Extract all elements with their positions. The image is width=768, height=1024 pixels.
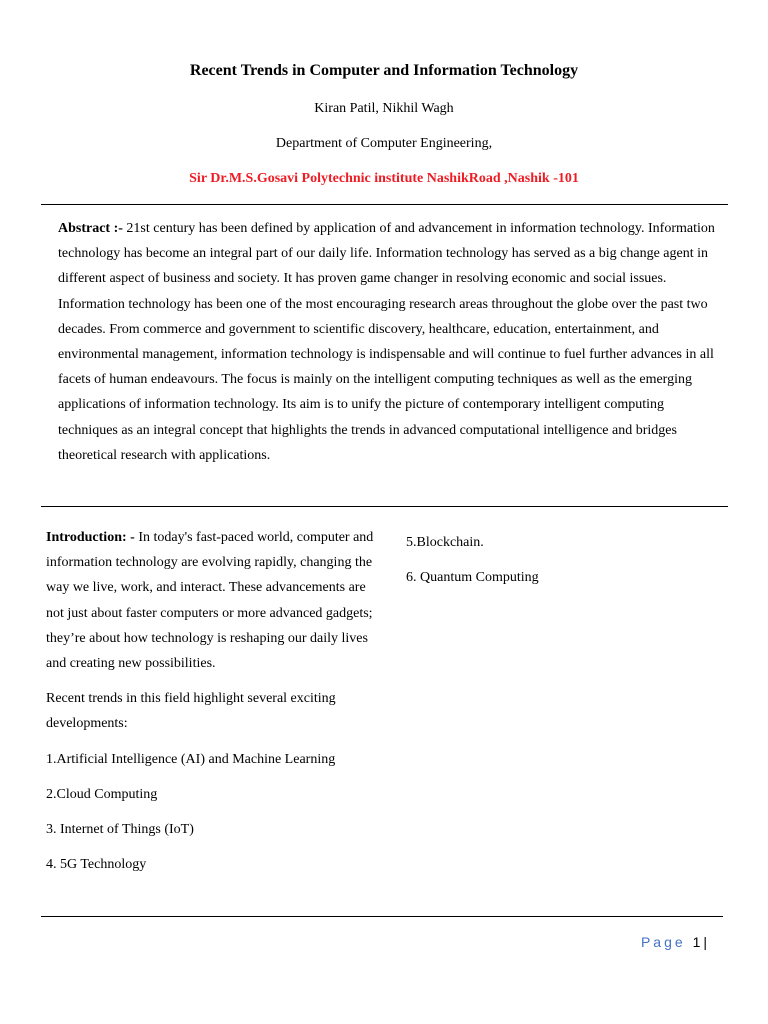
trend-item-2: 2.Cloud Computing — [46, 786, 158, 802]
right-column — [406, 530, 736, 600]
introduction-label: Introduction — [46, 530, 122, 545]
page-separator: | — [703, 934, 710, 950]
page-number: 1 — [692, 934, 704, 950]
divider-middle — [41, 506, 728, 507]
abstract-text: 21st century has been defined by application of and advancement in information technology. Information technology has become an integral part of our daily life. Information technology has served as a big change agent in different aspect of business and society. It has proven game changer in resolving economic and social issues. Information technology has been one of the most encouraging research areas throughout the globe over the past two decades. From commerce and government to scientific discovery, healthcare, education, entertainment, and environmental management, information technology is indispensable and will continue to fuel further advances in all facets of human endeavours. The focus is mainly on the intelligent computing techniques as well as the emerging applications of information technology. Its aim is to unify the picture of contemporary intelligent computing techniques as an integral concept that highlights the trends in advanced computational intelligence and bridges theoretical research with applications. — [58, 221, 715, 463]
introduction-separator: : - — [121, 530, 135, 545]
trends-intro: Recent trends in this field highlight several exciting developments: — [46, 691, 336, 732]
trend-item-1: 1.Artificial Intelligence (AI) and Machine Learning — [46, 751, 336, 767]
introduction-paragraph — [46, 525, 381, 676]
page-label: Page — [640, 934, 686, 950]
left-column — [46, 525, 381, 887]
authors: Kiran Patil, Nikhil Wagh — [314, 101, 454, 116]
introduction-text: In today's fast-paced world, computer and information technology are evolving rapidly, changing the way we live, work, and interact. These advancements are not just about faster computers or more advanced gadgets; they’re about how technology is reshaping our daily lives and creating new possibilities. — [46, 530, 374, 672]
institute: Sir Dr.M.S.Gosavi Polytechnic institute NashikRoad ,Nashik -101 — [189, 171, 579, 186]
paper-title: Recent Trends in Computer and Information Technology — [189, 62, 579, 79]
trend-item-3: 3. Internet of Things (IoT) — [46, 822, 194, 838]
divider-top — [41, 204, 728, 205]
divider-bottom — [41, 916, 723, 917]
abstract-label: Abstract :- — [58, 221, 123, 236]
trend-item-5: 5.Blockchain. — [406, 535, 484, 550]
department: Department of Computer Engineering, — [275, 136, 493, 151]
abstract — [58, 216, 718, 468]
page-footer — [641, 934, 710, 950]
trend-item-4: 4. 5G Technology — [46, 857, 147, 873]
trend-item-6: 6. Quantum Computing — [406, 570, 539, 586]
